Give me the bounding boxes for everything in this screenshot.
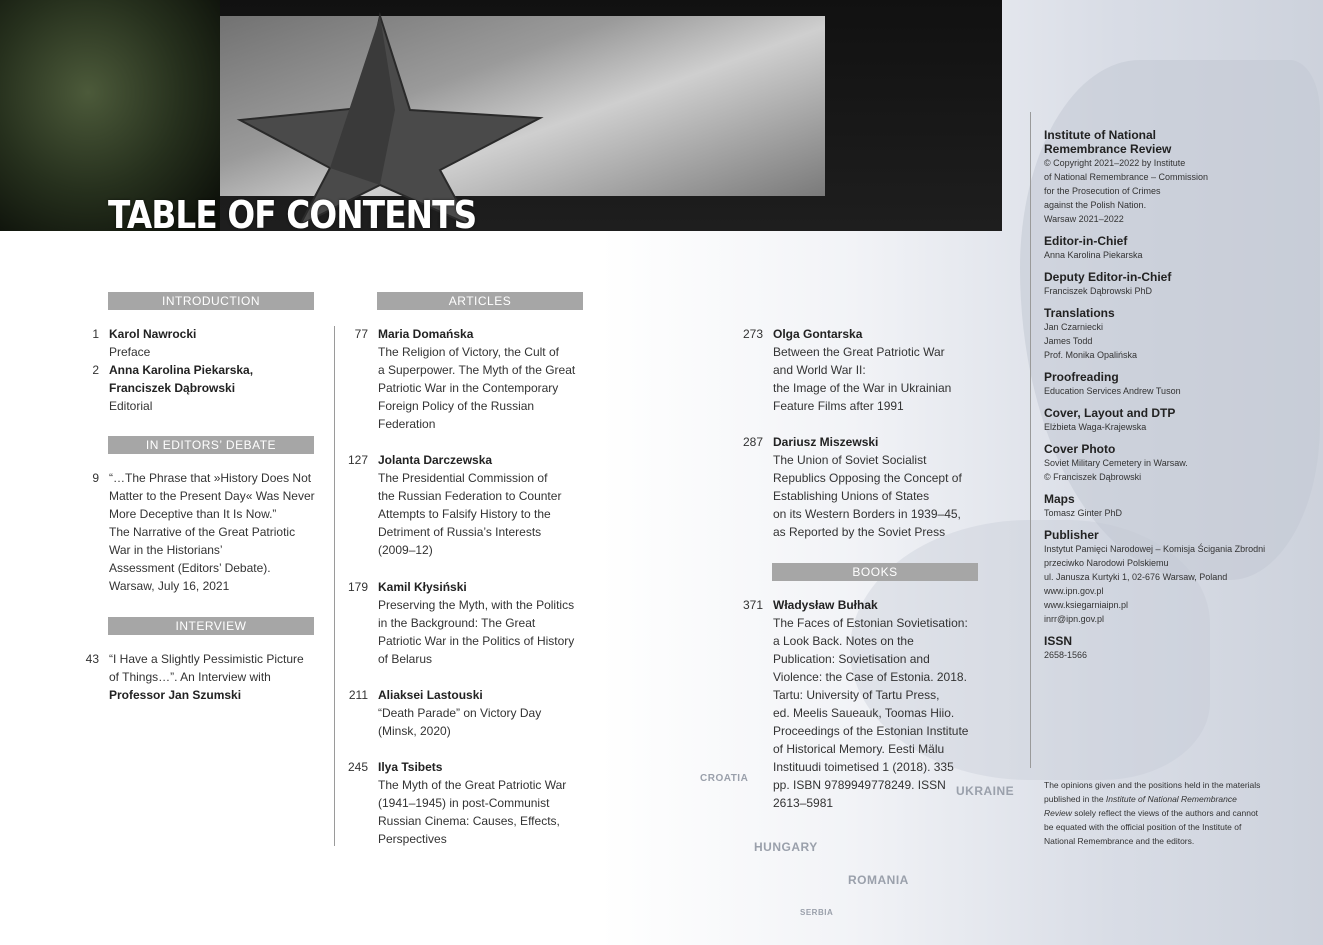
entry-title-line: Preserving the Myth, with the Politics xyxy=(378,598,575,612)
entry-author: Aliaksei Lastouski xyxy=(378,688,483,702)
entry-title-line: The Religion of Victory, the Cult of xyxy=(378,345,559,359)
credit-heading: Publisher xyxy=(1044,528,1099,542)
page-number: 371 xyxy=(742,598,763,612)
disclaimer-text: The opinions given and the positions held in the materials published in the xyxy=(1044,780,1261,804)
entry-title-line: Violence: the Case of Estonia. 2018. xyxy=(773,670,967,684)
credit-line: Instytut Pamięci Narodowej – Komisja Ścigania Zbrodni xyxy=(1044,544,1266,554)
entry-author: Professor Jan Szumski xyxy=(109,688,242,702)
credit-group xyxy=(1044,406,1264,434)
entry-title-line: Between the Great Patriotic War xyxy=(773,345,945,359)
entry-title-line: Foreign Policy of the Russian xyxy=(378,399,535,413)
credit-line: przeciwko Narodowi Polskiemu xyxy=(1044,558,1169,568)
map-label-serbia: SERBIA xyxy=(800,908,834,917)
credit-line: for the Prosecution of Crimes xyxy=(1044,186,1161,196)
disclaimer-note xyxy=(1044,778,1264,848)
section-introduction: INTRODUCTION xyxy=(108,292,314,310)
credit-group xyxy=(1044,492,1264,520)
credit-line: 2658-1566 xyxy=(1044,650,1088,660)
credit-line[interactable]: www.ipn.gov.pl xyxy=(1044,586,1104,596)
entry-author: Kamil Kłysiński xyxy=(378,580,467,594)
page-number: 245 xyxy=(347,760,368,774)
credit-heading: Remembrance Review xyxy=(1044,142,1172,156)
entry-title-line: Proceedings of the Estonian Institute xyxy=(773,724,969,738)
column-divider xyxy=(1030,112,1031,768)
entry-title-line: The Union of Soviet Socialist xyxy=(773,453,927,467)
credit-heading: Translations xyxy=(1044,306,1115,320)
credit-group xyxy=(1044,270,1264,298)
credit-group xyxy=(1044,442,1264,484)
credit-heading: Deputy Editor-in-Chief xyxy=(1044,270,1172,284)
credit-line: Tomasz Ginter PhD xyxy=(1044,508,1123,518)
entry-title-line: The Faces of Estonian Sovietisation: xyxy=(773,616,968,630)
entry-title-line: the Image of the War in Ukrainian xyxy=(773,381,952,395)
entry-title-line: The Myth of the Great Patriotic War xyxy=(378,778,567,792)
map-label-hungary: HUNGARY xyxy=(754,840,818,854)
entry-title-line: Establishing Unions of States xyxy=(773,489,930,503)
credit-line: Education Services Andrew Tuson xyxy=(1044,386,1181,396)
credit-group xyxy=(1044,528,1264,626)
entry-author: Karol Nawrocki xyxy=(109,327,197,341)
entry-author: Anna Karolina Piekarska, xyxy=(109,363,254,377)
entry-title-line: Editorial xyxy=(109,399,153,413)
credit-line: against the Polish Nation. xyxy=(1044,200,1147,210)
entry-title-line: 2613–5981 xyxy=(773,796,834,810)
credit-line[interactable]: www.ksiegarniaipn.pl xyxy=(1044,600,1129,610)
credit-heading: Cover Photo xyxy=(1044,442,1116,456)
entry-title-line: a Superpower. The Myth of the Great xyxy=(378,363,576,377)
entry-title-line: Patriotic War in the Politics of History xyxy=(378,634,575,648)
entry-title-line: of Historical Memory. Eesti Mälu xyxy=(773,742,945,756)
entry-title-line: Warsaw, July 16, 2021 xyxy=(109,579,230,593)
entry-author: Ilya Tsibets xyxy=(378,760,443,774)
entry-author: Maria Domańska xyxy=(378,327,474,341)
entry-author: Olga Gontarska xyxy=(773,327,863,341)
credit-line: Jan Czarniecki xyxy=(1044,322,1104,332)
page-number: 9 xyxy=(92,471,99,485)
entry-title-line: Preface xyxy=(109,345,151,359)
entry-title-line: Federation xyxy=(378,417,436,431)
page-number: 127 xyxy=(347,453,368,467)
credit-line: © Copyright 2021–2022 by Institute xyxy=(1044,158,1186,168)
credit-line: Anna Karolina Piekarska xyxy=(1044,250,1143,260)
map-label-croatia: CROATIA xyxy=(700,773,749,784)
credit-line: © Franciszek Dąbrowski xyxy=(1044,472,1142,482)
credit-heading: Proofreading xyxy=(1044,370,1119,384)
entry-title-line: of Things…”. An Interview with xyxy=(109,670,271,684)
entry-title-line: on its Western Borders in 1939–45, xyxy=(773,507,961,521)
entry-title-line: “I Have a Slightly Pessimistic Picture xyxy=(109,652,304,666)
page-number: 77 xyxy=(354,327,368,341)
page-title: TABLE OF CONTENTS xyxy=(108,193,477,231)
entry-title-line: War in the Historians’ xyxy=(109,543,223,557)
credit-group xyxy=(1044,234,1264,262)
entry-title-line: Patriotic War in the Contemporary xyxy=(378,381,559,395)
entry-title-line: Tartu: University of Tartu Press, xyxy=(773,688,940,702)
entry-title-line: (1941–1945) in post-Communist xyxy=(378,796,550,810)
credit-group xyxy=(1044,634,1264,662)
credit-group xyxy=(1044,306,1264,362)
credit-line: Franciszek Dąbrowski PhD xyxy=(1044,286,1153,296)
entry-author: Dariusz Miszewski xyxy=(773,435,879,449)
credit-heading: Cover, Layout and DTP xyxy=(1044,406,1176,420)
cover-photo xyxy=(0,0,1002,231)
credit-line: of National Remembrance – Commission xyxy=(1044,172,1209,182)
entry-author: Władysław Bułhak xyxy=(773,598,878,612)
credit-line: Prof. Monika Opalińska xyxy=(1044,350,1138,360)
entry-title-line: the Russian Federation to Counter xyxy=(378,489,562,503)
disclaimer-text-end: solely reflect the views of the authors and cannot be equated with the official position of the Institute of National Remembrance and the editors. xyxy=(1044,808,1259,846)
entry-title-line: as Reported by the Soviet Press xyxy=(773,525,946,539)
section-interview: INTERVIEW xyxy=(108,617,314,635)
credit-line[interactable]: inrr@ipn.gov.pl xyxy=(1044,614,1104,624)
page-number: 43 xyxy=(85,652,99,666)
entry-title-line: “…The Phrase that »History Does Not xyxy=(109,471,312,485)
entry-title-line: Russian Cinema: Causes, Effects, xyxy=(378,814,560,828)
page-number: 211 xyxy=(348,688,368,702)
entry-title-line: Assessment (Editors’ Debate). xyxy=(109,561,271,575)
entry-title-line: The Presidential Commission of xyxy=(378,471,548,485)
entry-title-line: in the Background: The Great xyxy=(378,616,536,630)
credit-line: Elżbieta Waga-Krajewska xyxy=(1044,422,1147,432)
page-number: 2 xyxy=(92,363,99,377)
entry-author: Franciszek Dąbrowski xyxy=(109,381,236,395)
credits-column xyxy=(1044,128,1264,670)
entry-title-line: “Death Parade” on Victory Day xyxy=(378,706,542,720)
credit-line: ul. Janusza Kurtyki 1, 02-676 Warsaw, Poland xyxy=(1044,572,1228,582)
page-number: 1 xyxy=(92,327,99,341)
entry-title-line: of Belarus xyxy=(378,652,433,666)
entry-author: Jolanta Darczewska xyxy=(378,453,493,467)
credit-heading: ISSN xyxy=(1044,634,1073,648)
entry-title-line: Perspectives xyxy=(378,832,447,846)
page-number: 273 xyxy=(742,327,763,341)
journal-name: Institute of National Remembrance Review xyxy=(1044,794,1237,818)
credit-heading: Maps xyxy=(1044,492,1075,506)
credit-group xyxy=(1044,370,1264,398)
credit-group xyxy=(1044,128,1264,226)
entry-title-line: pp. ISBN 9789949778249. ISSN xyxy=(773,778,946,792)
page-number: 179 xyxy=(347,580,368,594)
credit-line: James Todd xyxy=(1044,336,1093,346)
section-articles: ARTICLES xyxy=(377,292,583,310)
entry-title-line: Matter to the Present Day« Was Never xyxy=(109,489,315,503)
credit-heading: Institute of National xyxy=(1044,128,1156,142)
entry-title-line: a Look Back. Notes on the xyxy=(773,634,914,648)
entry-title-line: Publication: Sovietisation and xyxy=(773,652,930,666)
entry-title-line: Republics Opposing the Concept of xyxy=(773,471,962,485)
section-books: BOOKS xyxy=(772,563,978,581)
entry-title-line: Instituudi toimetised 1 (2018). 335 xyxy=(773,760,954,774)
map-label-romania: ROMANIA xyxy=(848,873,909,887)
credit-heading: Editor-in-Chief xyxy=(1044,234,1128,248)
credit-line: Soviet Military Cemetery in Warsaw. xyxy=(1044,458,1188,468)
entry-title-line: Detriment of Russia’s Interests xyxy=(378,525,542,539)
entry-title-line: (Minsk, 2020) xyxy=(378,724,451,738)
entry-title-line: More Deceptive than It Is Now.” xyxy=(109,507,277,521)
entry-title-line: ed. Meelis Saueauk, Toomas Hiio. xyxy=(773,706,955,720)
section-editors-debate: IN EDITORS’ DEBATE xyxy=(108,436,314,454)
entry-title-line: Feature Films after 1991 xyxy=(773,399,904,413)
credit-line: Warsaw 2021–2022 xyxy=(1044,214,1124,224)
entry-title-line: Attempts to Falsify History to the xyxy=(378,507,551,521)
page-number: 287 xyxy=(742,435,763,449)
map-label-ukraine: UKRAINE xyxy=(956,784,1015,798)
entry-title-line: The Narrative of the Great Patriotic xyxy=(109,525,296,539)
entry-title-line: (2009–12) xyxy=(378,543,433,557)
column-divider xyxy=(334,326,335,846)
entry-title-line: and World War II: xyxy=(773,363,866,377)
